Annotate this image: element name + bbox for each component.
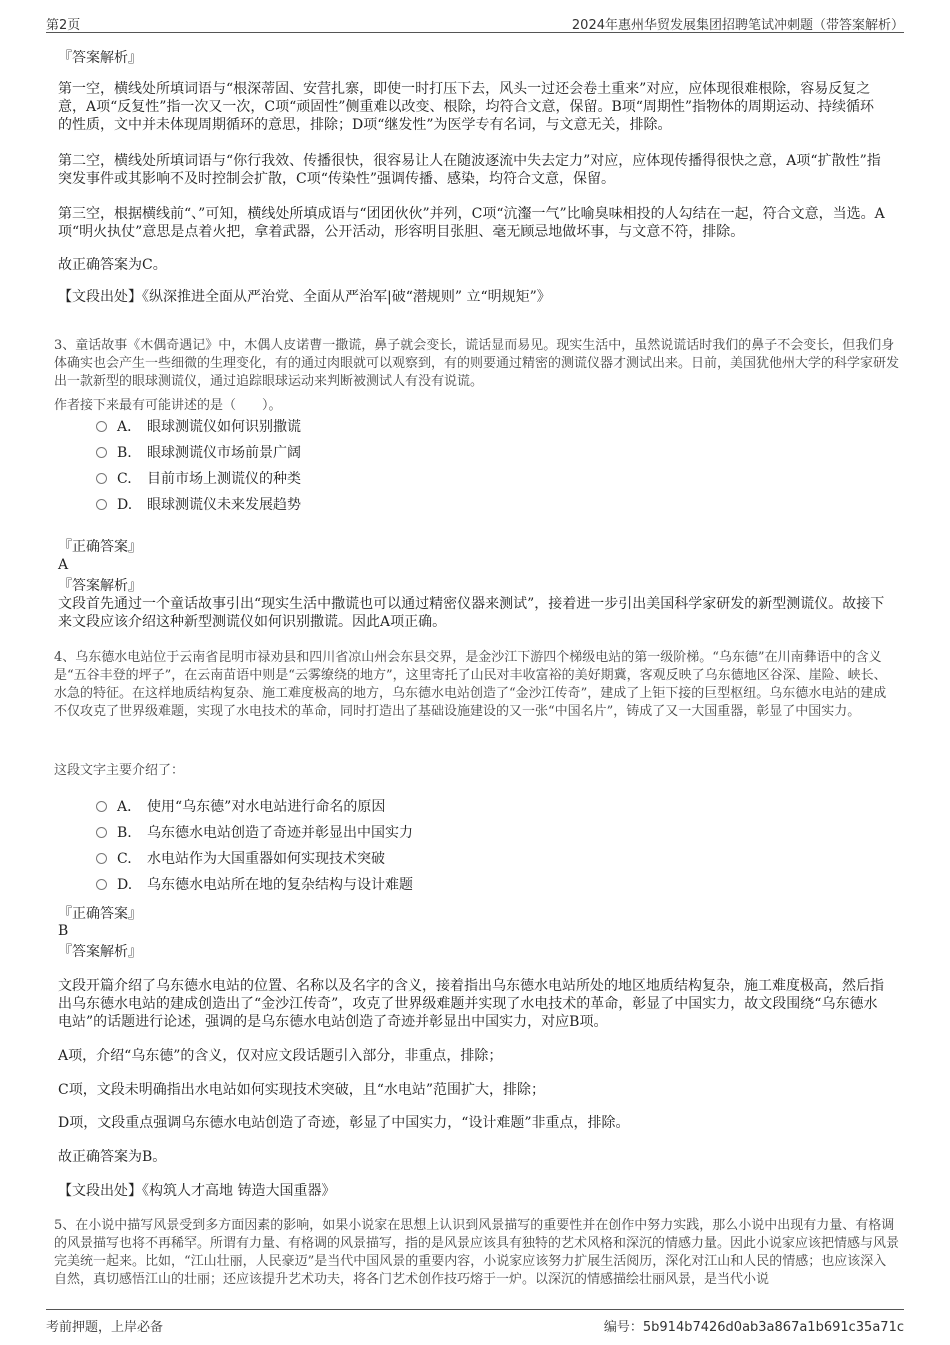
option-text: 目前市场上测谎仪的种类 — [147, 471, 301, 487]
q3-option-c[interactable] — [96, 470, 301, 488]
option-text: 使用“乌东德”对水电站进行命名的原因 — [147, 799, 386, 815]
q4-analysis-label: 『答案解析』 — [58, 944, 142, 960]
q4-option-d[interactable] — [96, 876, 413, 894]
radio-icon[interactable] — [96, 853, 107, 864]
option-text: 水电站作为大国重器如何实现技术突破 — [147, 851, 385, 867]
option-label: A． — [117, 799, 142, 815]
footer-slogan: 考前押题，上岸必备 — [46, 1320, 164, 1335]
q4-note-d: D项，文段重点强调乌东德水电站创造了奇迹，彰显了中国实力，“设计难题”非重点，排除。 — [58, 1115, 630, 1131]
q3-question: 作者接下来最有可能讲述的是（ ）。 — [54, 398, 282, 413]
radio-icon[interactable] — [96, 499, 107, 510]
q4-option-c[interactable] — [96, 850, 385, 868]
q3-analysis-label: 『答案解析』 — [58, 578, 142, 594]
q5-stem: 5、在小说中描写风景受到多方面因素的影响，如果小说家在思想上认识到风景描写的重要性并在创作中努力实践，那么小说中出现有力量、有格调的风景描写也将不再稀罕。所谓有力量、有格调的风景描写，指的是风景应该具有独特的艺术风格和深沉的情感力量。因此小说家应该把情感与风景完美统一起来。比如，“江山壮丽，人民豪迈”是当代中国风景的重要内容，小说家应该努力扩展生活阅历，深化对江山和人民的情感；也应该深入自然，真切感悟江山的壮丽；还应该提升艺术功夫，将各门艺术创作技巧熔于一炉。以深沉的情感描绘壮丽风景，是当代小说 — [54, 1218, 899, 1287]
document-title: 2024年惠州华贸发展集团招聘笔试冲刺题（带答案解析） — [571, 18, 904, 33]
q4-correct-label: 『正确答案』 — [58, 906, 142, 922]
radio-icon[interactable] — [96, 421, 107, 432]
radio-icon[interactable] — [96, 801, 107, 812]
q4-source: 【文段出处】《构筑人才高地 铸造大国重器》 — [58, 1183, 336, 1199]
q3-option-b[interactable] — [96, 444, 301, 462]
q2-analysis-para1: 第一空，横线处所填词语与“根深蒂固、安营扎寨，即使一时打压下去，风头一过还会卷土重来”对应，应体现很难根除，容易反复之意，A项“反复性”指一次又一次，C项“顽固性”侧重难以改变、根除，均符合文意，保留。B项“周期性”指物体的周期运动、持续循环的性质，文中并未体现周期循环的意思，排除；D项“继发性”为医学专有名词，与文意无关，排除。 — [58, 81, 875, 133]
q4-answer: B — [58, 923, 69, 939]
page-header — [46, 10, 904, 33]
option-label: C. — [117, 471, 132, 487]
q3-option-a[interactable] — [96, 418, 301, 436]
option-label: B. — [117, 445, 132, 461]
page-number: 第2页 — [46, 18, 81, 33]
q2-analysis-para2: 第二空，横线处所填词语与“你行我效、传播很快，很容易让人在随波逐流中失去定力”对应，应体现传播得很快之意，A项“扩散性”指突发事件或其影响不及时控制会扩散，C项“传染性”强调传播、感染，均符合文意，保留。 — [58, 153, 881, 187]
q3-answer: A — [58, 557, 69, 573]
radio-icon[interactable] — [96, 447, 107, 458]
option-text: 眼球测谎仪市场前景广阔 — [147, 445, 301, 461]
page-footer — [46, 1309, 904, 1336]
option-label: D. — [117, 877, 133, 893]
q4-analysis: 文段开篇介绍了乌东德水电站的位置、名称以及名字的含义，接着指出乌东德水电站所处的地区地质结构复杂，施工难度极高，然后指出乌东德水电站的建成创造出了“金沙江传奇”，攻克了世界级难题并实现了水电技术的革命，彰显了中国实力，故文段围绕“乌东德水电站”的话题进行论述，强调的是乌东德水电站创造了奇迹并彰显出中国实力，对应B项。 — [58, 978, 884, 1030]
option-label: C. — [117, 851, 132, 867]
q4-option-b[interactable] — [96, 824, 413, 842]
option-label: D. — [117, 497, 133, 513]
q4-stem: 4、乌东德水电站位于云南省昆明市禄劝县和四川省凉山州会东县交界，是金沙江下游四个梯级电站的第一级阶梯。“乌东德”在川南彝语中的含义是“五谷丰登的坪子”，在云南苗语中则是“云雾缭绕的地方”，这里寄托了山民对丰收富裕的美好期冀，客观反映了乌东德地区谷深、崖险、峡长、水急的特征。在这样地质结构复杂、施工难度极高的地方，乌东德水电站创造了“金沙江传奇”，建成了上钜下接的巨型枢纽。乌东德水电站的建成不仅攻克了世界级难题，实现了水电技术的革命，同时打造出了基础设施建设的又一张“中国名片”，铸成了又一大国重器，彰显了中国实力。 — [54, 650, 887, 719]
radio-icon[interactable] — [96, 473, 107, 484]
option-text: 乌东德水电站所在地的复杂结构与设计难题 — [147, 877, 413, 893]
q2-analysis-label: 『答案解析』 — [58, 50, 142, 66]
q4-option-a[interactable] — [96, 798, 385, 816]
q3-option-d[interactable] — [96, 496, 301, 514]
q3-analysis: 文段首先通过一个童话故事引出“现实生活中撒谎也可以通过精密仪器来测试”，接着进一步引出美国科学家研发的新型测谎仪。故接下来文段应该介绍这种新型测谎仪如何识别撒谎。因此A项正确。 — [58, 596, 885, 630]
q4-conclusion: 故正确答案为B。 — [58, 1149, 167, 1165]
q2-analysis-para3: 第三空，根据横线前“、”可知，横线处所填成语与“团团伙伙”并列，C项“沆瀣一气”比喻臭味相投的人勾结在一起，符合文意，当选。A项“明火执仗”意思是点着火把，拿着武器，公开活动，形容明目张胆、毫无顾忌地做坏事，与文意不符，排除。 — [58, 206, 885, 240]
option-text: 眼球测谎仪未来发展趋势 — [147, 497, 301, 513]
document-id: 编号：5b914b7426d0ab3a867a1b691c35a71c — [603, 1320, 904, 1335]
q4-note-a: A项，介绍“乌东德”的含义，仅对应文段话题引入部分，非重点，排除； — [58, 1048, 503, 1064]
option-text: 乌东德水电站创造了奇迹并彰显出中国实力 — [147, 825, 413, 841]
radio-icon[interactable] — [96, 827, 107, 838]
option-text: 眼球测谎仪如何识别撒谎 — [147, 419, 301, 435]
q2-conclusion: 故正确答案为C。 — [58, 257, 167, 273]
q4-note-c: C项，文段未明确指出水电站如何实现技术突破，且“水电站”范围扩大，排除； — [58, 1082, 546, 1098]
option-label: A． — [117, 419, 142, 435]
q3-stem: 3、童话故事《木偶奇遇记》中，木偶人皮诺曹一撒谎，鼻子就会变长，谎话显而易见。现实生活中，虽然说谎话时我们的鼻子不会变长，但我们身体确实也会产生一些细微的生理变化，有的通过肉眼就可以观察到，有的则要通过精密的测谎仪器才测试出来。日前，美国犹他州大学的科学家研发出一款新型的眼球测谎仪，通过追踪眼球运动来判断被测试人有没有说谎。 — [54, 338, 900, 389]
q4-question: 这段文字主要介绍了： — [54, 763, 185, 778]
q3-correct-label: 『正确答案』 — [58, 539, 142, 555]
option-label: B. — [117, 825, 132, 841]
radio-icon[interactable] — [96, 879, 107, 890]
q2-source: 【文段出处】《纵深推进全面从严治党、全面从严治军|破“潜规则” 立“明规矩”》 — [58, 289, 551, 305]
